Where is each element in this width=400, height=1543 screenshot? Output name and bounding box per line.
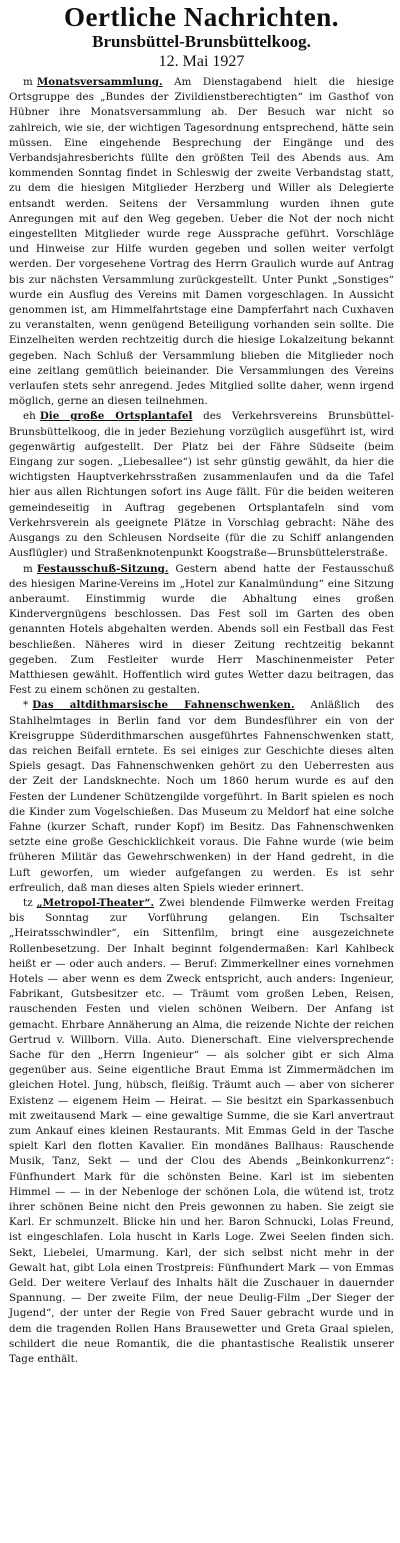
article-heading: Die große Ortsplantafel (39, 410, 193, 423)
article-tag: * (23, 699, 29, 712)
article-metropol-theater (9, 896, 394, 1367)
article-tag: m (23, 562, 33, 575)
masthead (9, 2, 394, 71)
article-heading: Das altdithmarsische Fahnenschwenken. (32, 699, 295, 712)
article-tag: eh (23, 410, 36, 423)
article-body: des Verkehrsvereins Brunsbüttel-Brunsbüttelkoog, die in jeder Beziehung vorzüglich ausgeführt ist, wird gegenwärtig aufgestellt. Der Platz bei der Fähre Südseite (beim Eingang zur sogen. „Liebesallee“) ist sehr günstig gewählt, da hier die wichtigsten Hauptverkehrsstraßen zusammenlaufen und da die Tafel hier aus allen Richtungen sofort ins Auge fällt. Für die beiden weiteren gemeindeseitig in Auftrag gegebenen Ortsplantafeln sind vom Verkehrsverein als geeignete Plätze in Vorschlag gebracht: Nähe des Ausgangs zu den Schleusen Nordseite (für die zu Schiff anlangenden Ausflügler) und Straßenknotenpunkt Koogstraße—Brunsbüttelerstraße. (9, 410, 394, 560)
article-body: Gestern abend hatte der Festausschuß des hiesigen Marine-Vereins im „Hotel zur Kanalmündung“ eine Sitzung anberaumt. Einstimmig wurde die Abhaltung eines großen Kindervergnügens beschlossen. Das Fest soll im Garten des oben genannten Hotels abgehalten werden. Abends soll ein Festball das Fest beschließen. Näheres wird in dieser Zeitung rechtzeitig bekannt gegeben. Zum Festleiter wurde Herr Maschinenmeister Peter Matthiesen gewählt. Hoffentlich wird gutes Wetter dazu beitragen, das Fest zu einem schönen zu gestalten. (9, 562, 395, 697)
issue-date: 12. Mai 1927 (158, 53, 245, 70)
article-festausschuss (9, 562, 394, 699)
section-title: Oertliche Nachrichten. (64, 2, 339, 32)
article-ortsplantafel (9, 409, 394, 561)
article-monatsversammlung (9, 75, 394, 409)
article-body: Am Dienstagabend hielt die hiesige Ortsgruppe des „Bundes der Zivildienstberechtigten“ im Gasthof von Hübner ihre Monatsversammlung ab. Der Besuch war nicht so zahlreich, wie sie, der wichtigen Tagesordnung entsprechend, hätte sein müssen. Eine eingehende Besprechung der Eingänge und des Verbandsjahresberichts füllte den größten Teil des Abends aus. Am kommenden Sonntag findet in Schleswig der zweite Verbandstag statt, zu dem die hiesigen Mitglieder Herzberg und Willer als Delegierte entsandt werden. Seitens der Versammlung wurden ihnen gute Anregungen mit auf den Weg gegeben. Ueber die Not der noch nicht eingestellten Mitglieder wurde rege Aussprache geführt. Vorschläge und Hinweise zur Hilfe wurden gegeben und sollen weiter verfolgt werden. Der vorgesehene Vortrag des Herrn Graulich wurde auf Antrag bis zur nächsten Versammlung zurückgestellt. Unter Punkt „Sonstiges“ wurde ein Ausflug des Vereins mit Damen vorgeschlagen. In Aussicht genommen ist, am Himmelfahrtstage eine Dampferfahrt nach Cuxhaven zu veranstalten, wenn genügend Beteiligung vorhanden sein sollte. Die Einzelheiten werden rechtzeitig durch die hiesige Lokalzeitung bekannt gegeben. Nach Schluß der Versammlung blieben die Mitglieder noch eine zeitlang gemütlich beieinander. Die Versammlungen des Vereins verlaufen stets sehr anregend. Jedes Mitglied sollte daher, wenn irgend möglich, gerne an diesen teilnehmen. (9, 76, 394, 408)
article-tag: tz (23, 896, 33, 909)
article-body: Zwei blendende Filmwerke werden Freitag bis Sonntag zur Vorführung gelangen. Ein Tschsalter „Heiratsschwindler“, ein Sittenfilm, bringt eine ausgezeichnete Rollenbesetzung. Der Inhalt beginnt folgendermaßen: Karl Kahlbeck heißt er — oder auch anders. — Beruf: Zimmerkellner eines vornehmen Hotels — aber wenn es dem Zweck entspricht, auch anders: Ingenieur, Fabrikant, Gutsbesitzer etc. — Träumt vom großen Leben, Reisen, rauschenden Festen und vielen schönen Weibern. Der Anfang ist gemacht. Ehrbare Annäherung an Alma, die reizende Nichte der reichen Gertrud v. Willborn. Villa. Auto. Dienerschaft. Eine vielversprechende Sache für den „Herrn Ingenieur“ — als solcher gibt er sich Alma gegenüber aus. Seine eigentliche Braut Emma ist Zimmermädchen im gleichen Hotel. Jung, hübsch, fleißig. Träumt auch — aber von sicherer Existenz — eigenem Heim — Heirat. — Sie besitzt ein Sparkassenbuch mit zweitausend Mark — eine gewaltige Summe, die sie Karl anvertraut zum Ankauf eines kleinen Restaurants. Mit Emmas Geld in der Tasche spielt Karl den flotten Kavalier. Ein mondänes Ballhaus: Rauschende Musik, Tanz, Sekt — und der Clou des Abends „Beinkonkurrenz“: Fünfhundert Mark für die schönsten Beine. Karl ist im siebenten Himmel — — in der Nebenloge der schönen Lola, die wütend ist, trotz ihrer schönen Beine nicht den Preis gewonnen zu haben. Sie zeigt sie Karl. Er schmunzelt. Blicke hin und her. Baron Schnucki, Lolas Freund, ist eingeschlafen. Lola huscht in Karls Loge. Zwei Seelen finden sich. Sekt, Liebelei, Umarmung. Karl, der sich selbst nicht mehr in der Gewalt hat, gibt Lola einen Trostpreis: Fünfhundert Mark — von Emmas Geld. Der weitere Verlauf des Inhalts hält die Zuschauer in dauernder Spannung. — Der zweite Film, der neue Deulig-Film „Der Sieger der Jugend“, der unter der Regie von Fred Sauer gebracht wurde und in dem die tragenden Rollen Hans Brausewetter und Greta Graal spielen, schildert die neue Romantik, die die phantastische Realistik unserer Tage enthält. (9, 896, 394, 1366)
article-tag: m (23, 76, 33, 88)
article-body: Anläßlich des Stahlhelmtages in Berlin fand vor dem Bundesführer ein von der Kreisgruppe Süderdithmarschen ausgeführtes Fahnenschwenken statt, das reichen Beifall erntete. Es sei einiges zur Geschichte dieses alten Spiels gesagt. Das Fahnenschwenken gehört zu den Ueberresten aus der Zeit der Landsknechte. Noch um 1860 herum wurde es auf den Festen der Lundener Schützengilde vorgeführt. In Barlt spielen es noch die Kinder zum Vogelschießen. Das Museum zu Meldorf hat eine solche Fahne (kurzer Schaft, runder Kopf) im Besitz. Das Fahnenschwenken setzte eine große Geschicklichkeit voraus. Die Fahne wurde (wie beim früheren Militär das Gewehrschwenken) in der Hand gedreht, in die Luft geworfen, um wieder aufgefangen zu werden. Es ist sehr erfreulich, daß man dieses alten Spiels wieder erinnert. (9, 699, 394, 894)
article-heading: Monatsversammlung. (36, 76, 163, 88)
article-heading: Festausschuß-Sitzung. (36, 562, 169, 575)
locality-subtitle: Brunsbüttel-Brunsbüttelkoog. (92, 32, 311, 51)
article-fahnenschwenken (9, 698, 394, 896)
article-heading: „Metropol-Theater“. (36, 896, 155, 909)
